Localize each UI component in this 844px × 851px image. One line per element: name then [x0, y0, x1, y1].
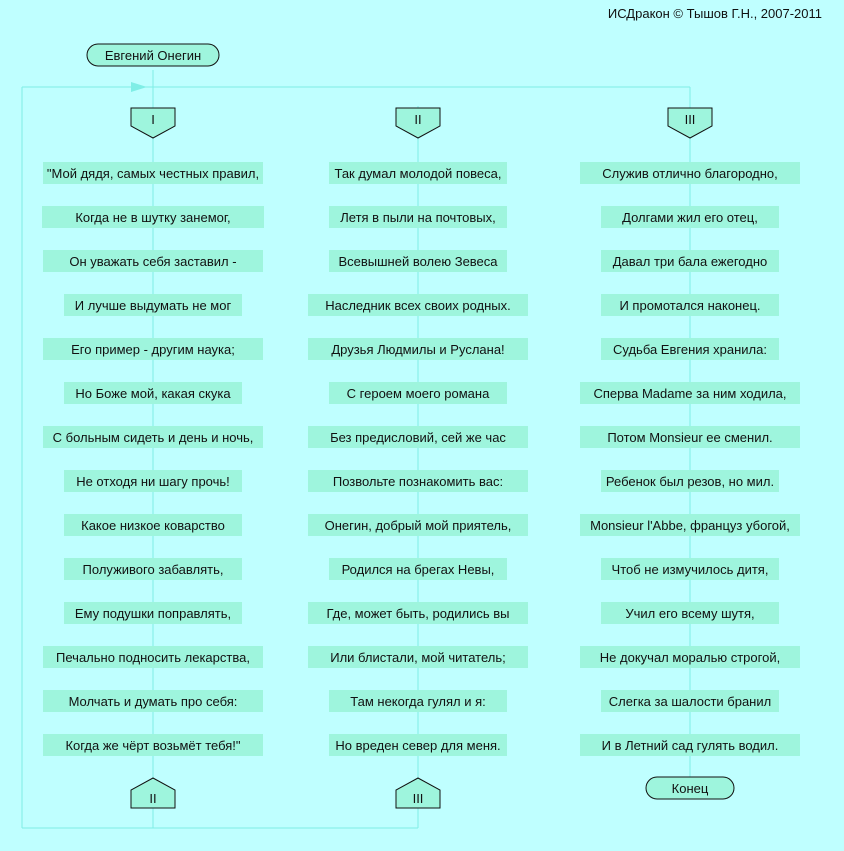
branch-1-line-text: Его пример - другим наука; — [71, 341, 235, 357]
branch-2-line-box — [329, 162, 507, 184]
branch-3-header — [668, 108, 712, 138]
branch-3-line-box — [601, 690, 779, 712]
branch-2-line-text: Летя в пыли на почтовых, — [340, 209, 496, 225]
branch-3-line-box — [580, 734, 800, 756]
branch-3-line-box — [601, 558, 779, 580]
copyright-text: ИСДракон © Тышов Г.Н., 2007-2011 — [607, 6, 822, 21]
branch-2-line-text: Наследник всех своих родных. — [325, 297, 511, 313]
branch-1-line-text: Он уважать себя заставил - — [69, 253, 237, 269]
branch-1-line-text: Не отходя ни шагу прочь! — [76, 473, 230, 489]
branch-2-footer — [396, 778, 440, 808]
branch-3-line-text: Слегка за шалости бранил — [608, 693, 772, 709]
branch-1-line-box — [64, 558, 242, 580]
branch-1-line-text: Но Боже мой, какая скука — [75, 385, 231, 401]
branch-1-line-box — [43, 734, 263, 756]
branch-1-line-text: Когда не в шутку занемог, — [75, 209, 231, 225]
branch-2-line-text: Онегин, добрый мой приятель, — [324, 517, 512, 533]
branch-3-line-text: Monsieur l'Abbe, француз убогой, — [590, 517, 790, 533]
branch-1-line-text: Полуживого забавлять, — [82, 561, 224, 577]
branch-3-line-text: Чтоб не измучилось дитя, — [611, 561, 769, 577]
branch-2-line-text: Там некогда гулял и я: — [350, 693, 486, 709]
loop-arrow — [131, 82, 147, 92]
branch-2-header — [396, 108, 440, 138]
branch-3-line-box — [580, 382, 800, 404]
branch-1-line-text: Ему подушки поправлять, — [74, 605, 232, 621]
branch-3-line-text: Потом Monsieur ее сменил. — [607, 429, 773, 445]
branch-3-line-text: Служив отлично благородно, — [602, 165, 778, 181]
branch-2-line-text: Друзья Людмилы и Руслана! — [331, 341, 505, 357]
branch-3-line-box — [580, 646, 800, 668]
branch-1-line-box — [43, 426, 263, 448]
branch-2-line-box — [308, 602, 528, 624]
branch-1-line-box — [64, 602, 242, 624]
branch-1-line-box — [43, 162, 263, 184]
branch-2-line-text: Или блистали, мой читатель; — [330, 649, 506, 665]
branch-1-line-box — [64, 514, 242, 536]
branch-2-line-text: Где, может быть, родились вы — [326, 605, 510, 621]
branch-1-line-box — [42, 206, 264, 228]
branch-1-line-text: "Мой дядя, самых честных правил, — [46, 165, 260, 181]
end-terminator — [646, 777, 734, 799]
end-terminator-label: Конец — [671, 780, 709, 796]
branch-2-line-text: С героем моего романа — [346, 385, 490, 401]
branch-1-line-text: Когда же чёрт возьмёт тебя!" — [65, 737, 241, 753]
branch-2-line-box — [308, 470, 528, 492]
branch-2-line-box — [308, 294, 528, 316]
branch-1-line-box — [43, 250, 263, 272]
branch-1-header — [131, 108, 175, 138]
branch-2-line-text: Без предисловий, сей же час — [330, 429, 506, 445]
branch-1-footer — [131, 778, 175, 808]
branch-1-line-text: Печально подносить лекарства, — [56, 649, 250, 665]
branch-3-line-box — [601, 338, 779, 360]
branch-1-header-label: I — [151, 111, 155, 127]
branch-3-line-text: Сперва Madame за ним ходила, — [593, 385, 787, 401]
branch-2-line-box — [329, 250, 507, 272]
branch-3-line-box — [580, 514, 800, 536]
branch-1-line-box — [43, 690, 263, 712]
branch-2-line-box — [329, 558, 507, 580]
branch-3-header-label: III — [684, 111, 696, 127]
branch-1-line-text: Какое низкое коварство — [81, 517, 225, 533]
branch-2-footer-label: III — [412, 790, 424, 806]
branch-2-line-text: Но вреден север для меня. — [335, 737, 501, 753]
branch-3-line-text: И промотался наконец. — [619, 297, 761, 313]
branch-2-line-text: Позвольте познакомить вас: — [332, 473, 504, 489]
branch-1-line-text: С больным сидеть и день и ночь, — [52, 429, 254, 445]
branch-3-line-text: Давал три бала ежегодно — [612, 253, 768, 269]
branch-1-line-box — [64, 470, 242, 492]
branch-3-line-box — [601, 206, 779, 228]
branch-1-line-box — [43, 646, 263, 668]
branch-3-line-text: Не докучал моралью строгой, — [599, 649, 781, 665]
branch-1-line-box — [64, 382, 242, 404]
branch-1-line-text: Молчать и думать про себя: — [68, 693, 238, 709]
branch-2-line-box — [329, 382, 507, 404]
branch-2-line-box — [329, 690, 507, 712]
branch-1-line-text: И лучше выдумать не мог — [74, 297, 232, 313]
branch-1-line-box — [43, 338, 263, 360]
branch-2-line-box — [329, 734, 507, 756]
branch-3-line-box — [601, 250, 779, 272]
branch-3-line-text: И в Летний сад гулять водил. — [601, 737, 779, 753]
branch-2-line-text: Всевышней волею Зевеса — [338, 253, 498, 269]
branch-3-line-box — [580, 162, 800, 184]
branch-3-line-text: Долгами жил его отец, — [622, 209, 758, 225]
branch-1-footer-label: II — [149, 790, 157, 806]
branch-3-line-text: Учил его всему шутя, — [625, 605, 755, 621]
branch-2-line-box — [308, 338, 528, 360]
branch-3-line-box — [580, 426, 800, 448]
branch-3-line-text: Ребенок был резов, но мил. — [605, 473, 775, 489]
branch-2-line-box — [308, 646, 528, 668]
start-terminator-label: Евгений Онегин — [104, 47, 202, 63]
branch-3-line-box — [601, 602, 779, 624]
branch-3-line-box — [601, 294, 779, 316]
branch-2-line-text: Так думал молодой повеса, — [334, 165, 502, 181]
branch-3-line-box — [601, 470, 779, 492]
branch-2-line-box — [308, 426, 528, 448]
branch-3-line-text: Судьба Евгения хранила: — [613, 341, 767, 357]
branch-2-line-box — [308, 514, 528, 536]
start-terminator — [87, 44, 219, 66]
branch-1-line-box — [64, 294, 242, 316]
branch-2-line-text: Родился на брегах Невы, — [341, 561, 495, 577]
branch-2-header-label: II — [414, 111, 422, 127]
branch-2-line-box — [329, 206, 507, 228]
